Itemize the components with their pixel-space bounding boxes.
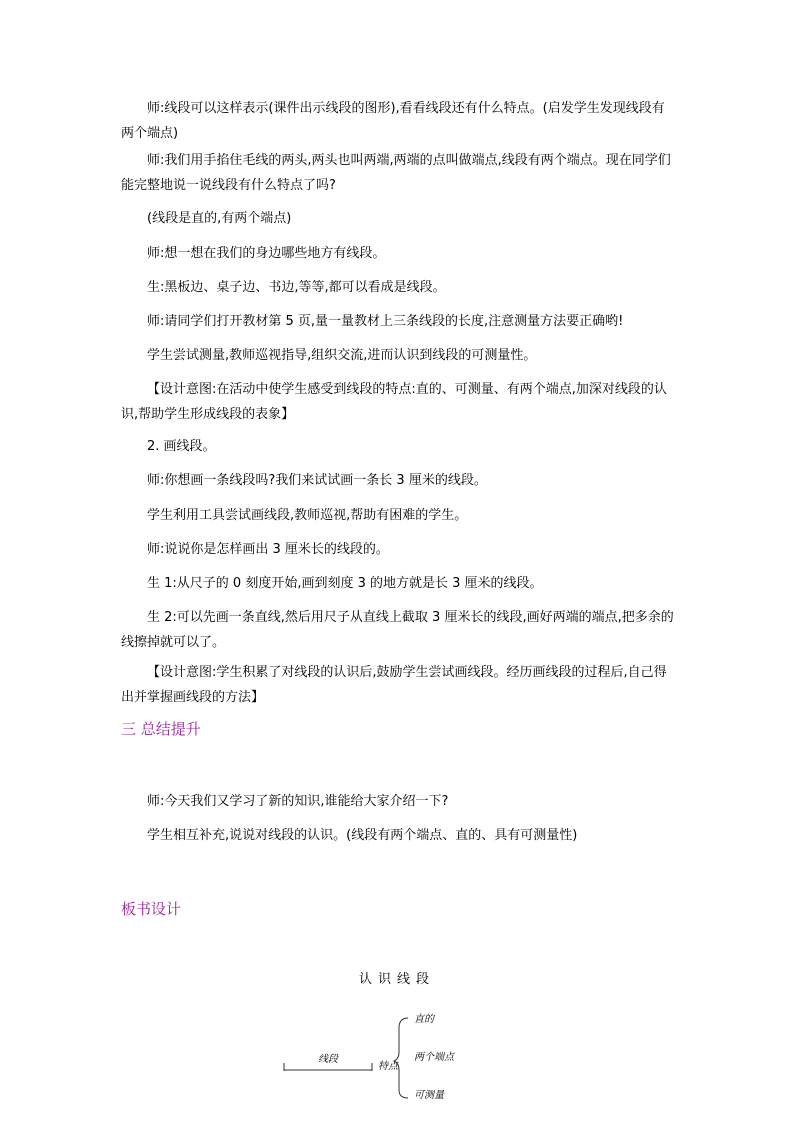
paragraph: 师:我们用手掐住毛线的两头,两头也叫两端,两端的点叫做端点,线段有两个端点。现在同学们能完整地说一说线段有什么特点了吗? <box>121 153 671 193</box>
feature-item: 可测量 <box>414 1090 444 1101</box>
paragraph: 学生相互补充,说说对线段的认识。(线段有两个端点、直的、具有可测量性) <box>147 828 578 843</box>
paragraph: 生 1:从尺子的 0 刻度开始,画到刻度 3 的地方就是长 3 厘米的线段。 <box>147 576 543 591</box>
design-intent-note: 【设计意图:学生积累了对线段的认识后,鼓励学生尝试画线段。经历画线段的过程后,自己得出并掌握画线段的方法】 <box>121 665 667 705</box>
paragraph: 生 2:可以先画一条直线,然后用尺子从直线上截取 3 厘米长的线段,画好两端的端点,把多余的线擦掉就可以了。 <box>121 610 674 650</box>
brace <box>394 1018 408 1098</box>
paragraph: 生:黑板边、桌子边、书边,等等,都可以看成是线段。 <box>147 280 446 295</box>
feature-item: 两个端点 <box>414 1052 454 1063</box>
feature-label: 特点 <box>378 1061 398 1072</box>
paragraph: 师:请同学们打开教材第 5 页,量一量教材上三条线段的长度,注意测量方法要正确哟! <box>147 314 624 329</box>
paragraph: 学生尝试测量,教师巡视指导,组织交流,进而认识到线段的可测量性。 <box>147 348 537 363</box>
paragraph: 师:说说你是怎样画出 3 厘米长的线段的。 <box>147 542 389 557</box>
design-intent-note: 【设计意图:在活动中使学生感受到线段的特点:直的、可测量、有两个端点,加深对线段的认识,帮助学生形成线段的表象】 <box>121 382 667 422</box>
paragraph: 师:今天我们又学习了新的知识,谁能给大家介绍一下? <box>147 794 449 809</box>
paragraph: 师:想一想在我们的身边哪些地方有线段。 <box>147 246 386 261</box>
paragraph: 师:你想画一条线段吗?我们来试试画一条长 3 厘米的线段。 <box>147 473 487 488</box>
board-design-heading: 板书设计 <box>121 900 182 918</box>
section-heading: 三 总结提升 <box>121 720 201 738</box>
paragraph: (线段是直的,有两个端点) <box>147 211 292 226</box>
feature-item: 直的 <box>414 1014 434 1025</box>
paragraph: 学生利用工具尝试画线段,教师巡视,帮助有困难的学生。 <box>147 508 468 523</box>
paragraph: 师:线段可以这样表示(课件出示线段的图形),看看线段还有什么特点。(启发学生发现线段有两个端点) <box>121 101 665 141</box>
segment-label: 线段 <box>318 1054 338 1065</box>
paragraph: 2. 画线段。 <box>147 439 216 454</box>
board-title: 认识线段 <box>358 972 435 987</box>
